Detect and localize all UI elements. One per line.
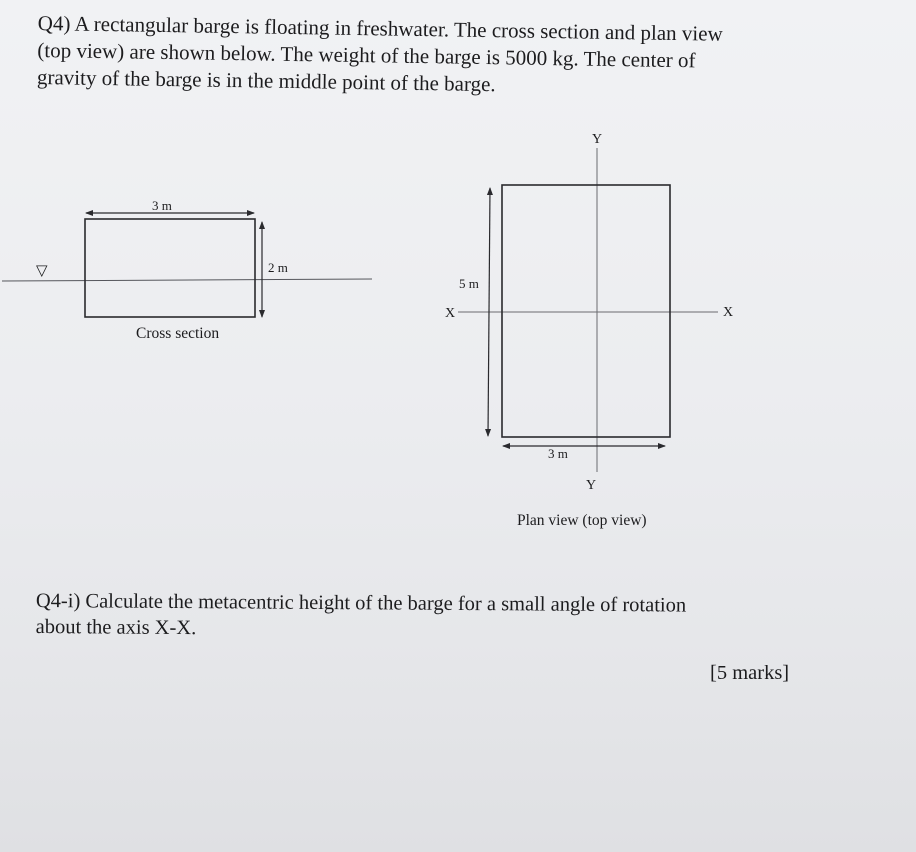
plan-view-diagram — [445, 132, 733, 529]
x-axis-right-label: X — [723, 305, 734, 320]
y-axis-top-label: Y — [592, 132, 603, 147]
subquestion-line-1: Q4-i) Calculate the metacentric height of the barge for a small angle of rotation — [35, 589, 687, 617]
question-line-3: gravity of the barge is in the middle point of the barge. — [36, 64, 496, 97]
cross-section-diagram — [2, 198, 372, 342]
length-dimension-label: 5 m — [459, 276, 479, 291]
plan-view-caption: Plan view (top view) — [517, 512, 647, 529]
y-axis-bottom-label: Y — [586, 478, 597, 493]
height-dimension-label: 2 m — [268, 260, 288, 275]
width-dimension-label: 3 m — [152, 198, 172, 213]
hull-section-rect — [85, 219, 255, 317]
water-level-symbol-icon: ▽ — [36, 263, 48, 279]
marks-label: [5 marks] — [710, 662, 790, 684]
plan-width-dimension-label: 3 m — [548, 446, 568, 461]
question-line-2: (top view) are shown below. The weight of the barge is 5000 kg. The center of — [37, 37, 696, 73]
x-axis-left-label: X — [445, 306, 456, 321]
subquestion-line-2: about the axis X-X. — [35, 615, 197, 640]
question-line-1: Q4) A rectangular barge is floating in freshwater. The cross section and plan view — [37, 10, 723, 46]
barge-plan-rect — [502, 185, 670, 437]
cross-section-caption: Cross section — [136, 325, 220, 342]
subquestion-text — [36, 588, 836, 646]
waterline — [2, 279, 372, 281]
